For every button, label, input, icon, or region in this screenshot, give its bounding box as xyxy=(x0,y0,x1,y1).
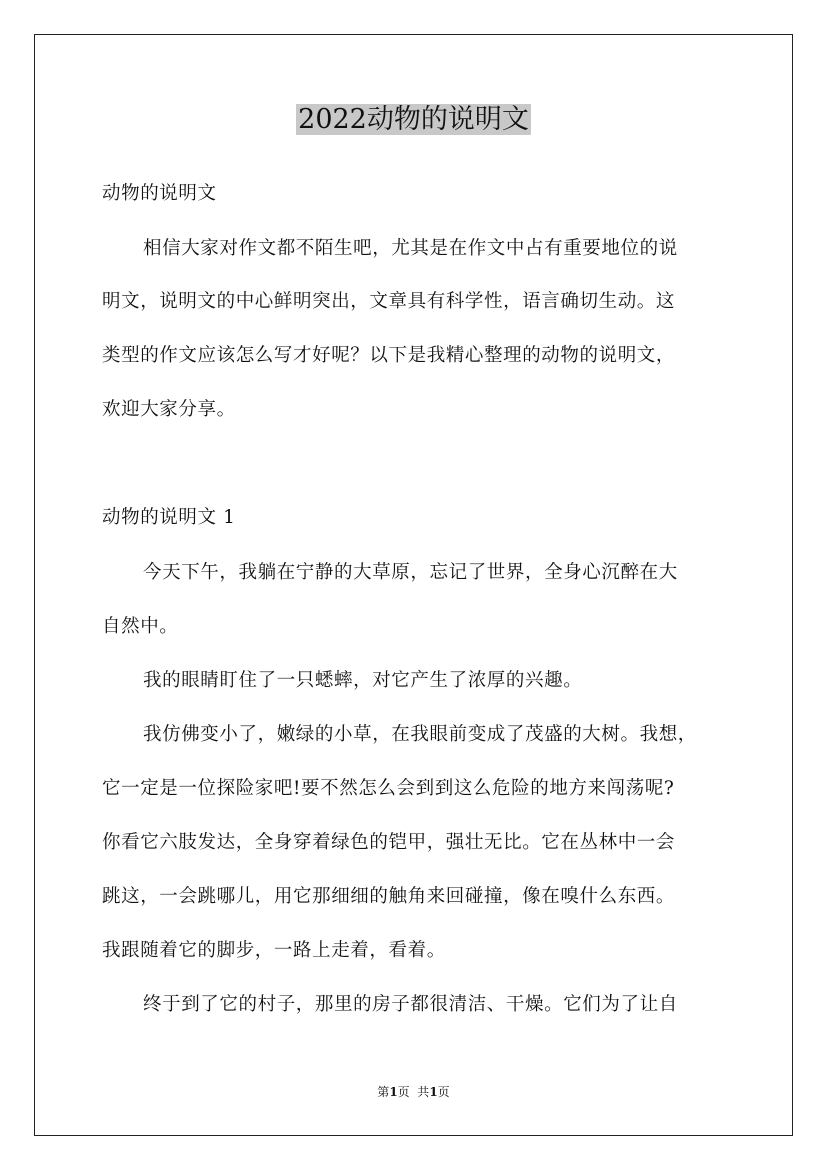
paragraph-line: 自然中。 xyxy=(102,616,179,637)
paragraph-line: 类型的作文应该怎么写才好呢？以下是我精心整理的动物的说明文， xyxy=(102,345,676,366)
paragraph-line: 终于到了它的村子，那里的房子都很清洁、干燥。它们为了让自 xyxy=(143,994,678,1015)
footer-page-total: 1 xyxy=(429,1085,438,1099)
footer-suffix: 页 xyxy=(437,1085,450,1099)
page-footer xyxy=(0,1084,827,1100)
paragraph-line: 跳这，一会跳哪儿，用它那细细的触角来回碰撞，像在嗅什么东西。 xyxy=(102,886,676,907)
footer-prefix: 第 xyxy=(377,1085,390,1099)
document-title xyxy=(0,100,827,140)
paragraph-line: 我的眼睛盯住了一只蟋蟀，对它产生了浓厚的兴趣。 xyxy=(143,670,583,691)
paragraph-line: 你看它六肢发达，全身穿着绿色的铠甲，强壮无比。它在丛林中一会 xyxy=(102,832,676,853)
paragraph-line: 它一定是一位探险家吧!要不然怎么会到到这么危险的地方来闯荡呢? xyxy=(102,778,675,799)
paragraph-line: 相信大家对作文都不陌生吧，尤其是在作文中占有重要地位的说 xyxy=(143,238,678,259)
footer-page-current: 1 xyxy=(389,1085,398,1099)
section-heading: 动物的说明文 xyxy=(102,183,217,204)
document-title-text: 2022动物的说明文 xyxy=(298,104,529,135)
footer-mid: 页 共 xyxy=(397,1085,430,1099)
paragraph-line: 我跟随着它的脚步，一路上走着，看着。 xyxy=(102,940,446,961)
paragraph-line: 欢迎大家分享。 xyxy=(102,399,236,420)
section-heading: 动物的说明文 1 xyxy=(102,507,236,528)
paragraph-line: 我仿佛变小了，嫩绿的小草，在我眼前变成了茂盛的大树。我想， xyxy=(143,724,697,745)
paragraph-line: 今天下午，我躺在宁静的大草原，忘记了世界，全身心沉醉在大 xyxy=(143,562,678,583)
paragraph-line: 明文，说明文的中心鲜明突出，文章具有科学性，语言确切生动。这 xyxy=(102,291,676,312)
